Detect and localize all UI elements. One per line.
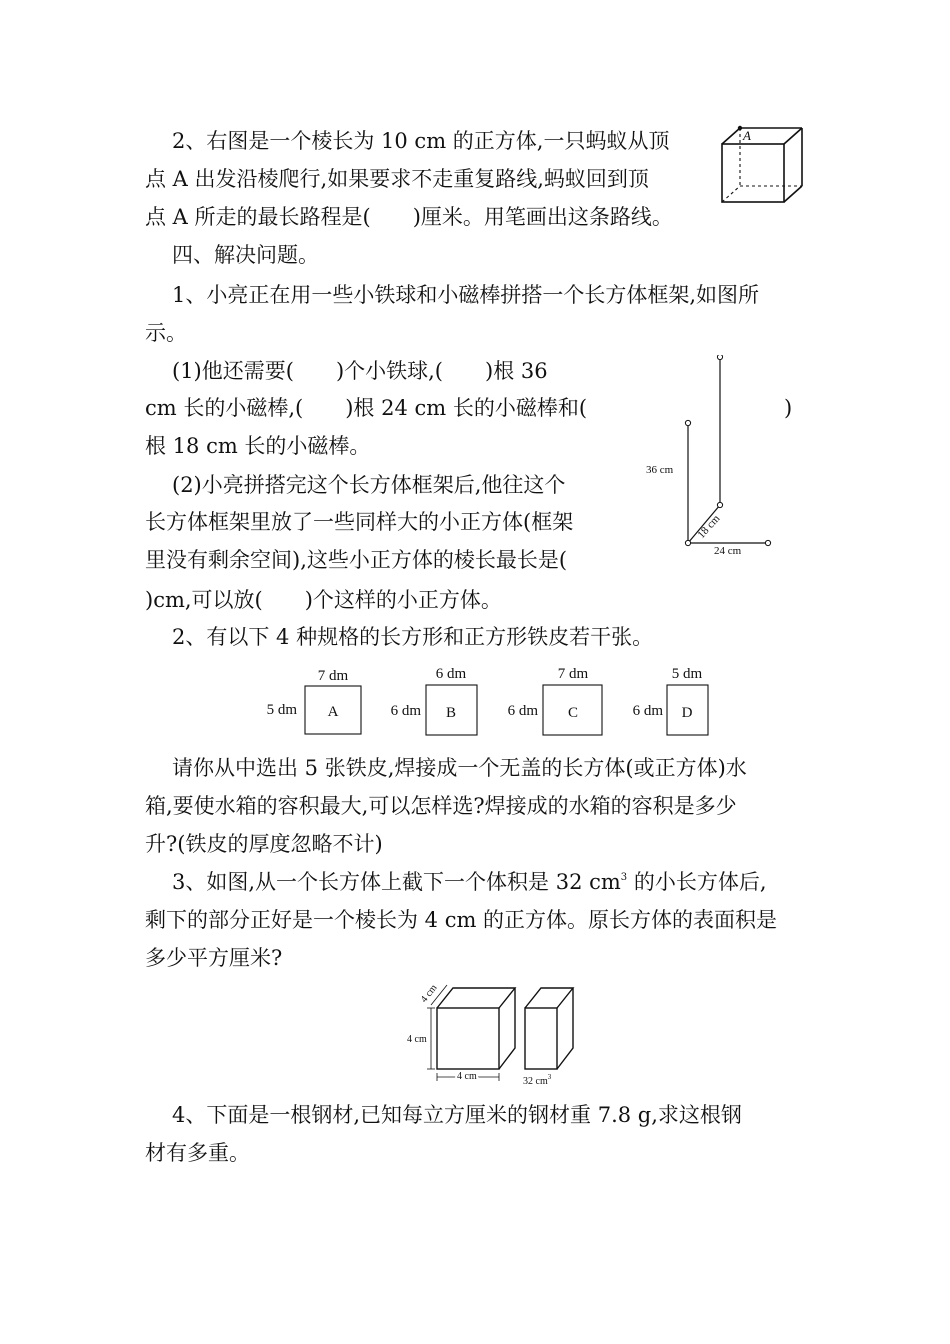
p1-sub1-line-2-end: ) — [784, 396, 793, 420]
cube-depth-label: 4 cm — [418, 982, 440, 1005]
p2-line-3: 箱,要使水箱的容积最大,可以怎样选?焊接成的水箱的容积是多少 — [145, 794, 737, 818]
p1-line-2: 示。 — [145, 321, 187, 345]
p1-sub2-line-3: 里没有剩余空间),这些小正方体的棱长最长是( — [145, 548, 568, 572]
cube-height-label: 4 cm — [407, 1034, 427, 1045]
sheet-b-name: B — [445, 705, 457, 721]
volume-label-text: 32 cm — [523, 1076, 548, 1087]
cube-edge — [784, 186, 802, 202]
p2-line-4: 升?(铁皮的厚度忽略不计) — [145, 832, 383, 856]
p2-line-2: 请你从中选出 5 张铁皮,焊接成一个无盖的长方体(或正方体)水 — [172, 756, 747, 780]
sheet-a-name: A — [327, 704, 339, 720]
small-cuboid-front — [525, 1008, 557, 1069]
cube-front — [437, 1008, 499, 1069]
cube-top — [437, 988, 515, 1008]
small-cuboid-right — [557, 988, 573, 1069]
p1-sub1-line-3: 根 18 cm 长的小磁棒。 — [145, 434, 371, 458]
small-cuboid-top — [525, 988, 573, 1008]
p1-sub2-line-1: (2)小亮拼搭完这个长方体框架后,他往这个 — [172, 473, 566, 497]
p2-line-1: 2、有以下 4 种规格的长方形和正方形铁皮若干张。 — [172, 625, 654, 649]
cube-right — [499, 988, 515, 1069]
cube-edge — [784, 128, 802, 144]
sheet-b-top: 6 dm — [435, 666, 467, 682]
sheet-c-name: C — [567, 705, 579, 721]
p1-sub2-line-4: )cm,可以放( )个这样的小正方体。 — [145, 588, 502, 612]
sheet-c — [508, 666, 602, 735]
sheet-b — [391, 666, 477, 735]
sheet-b-side: 6 dm — [390, 703, 421, 719]
sheet-c-side: 6 dm — [507, 703, 538, 719]
p1-line-1: 1、小亮正在用一些小铁球和小磁棒拼搭一个长方体框架,如图所 — [172, 283, 760, 307]
depth-label: 18 cm — [695, 512, 723, 542]
q2-line-1: 2、右图是一个棱长为 10 cm 的正方体,一只蚂蚁从顶 — [172, 129, 670, 153]
iron-ball — [685, 420, 690, 425]
sheet-c-top: 7 dm — [557, 666, 589, 682]
height-label: 36 cm — [646, 464, 674, 476]
iron-ball — [717, 355, 722, 360]
iron-ball — [685, 540, 690, 545]
p3-line-3: 多少平方厘米? — [145, 946, 283, 970]
volume-label — [523, 1073, 552, 1087]
vertex-a-dot — [738, 126, 742, 130]
p3-line-1-sup: 3 — [620, 872, 628, 883]
sheet-d-top: 5 dm — [671, 666, 703, 682]
sheet-d — [633, 666, 708, 735]
sheets-figure — [255, 660, 725, 740]
p1-sub1-line-1: (1)他还需要( )个小铁球,( )根 36 — [172, 359, 548, 383]
sheet-d-side: 6 dm — [632, 703, 663, 719]
iron-ball — [765, 540, 770, 545]
p3-line-1-a: 3、如图,从一个长方体上截下一个体积是 32 cm — [172, 870, 621, 894]
cube-figure — [716, 122, 808, 206]
sheet-a-side: 5 dm — [266, 702, 297, 718]
p3-line-1-b: 的小长方体后, — [627, 870, 767, 894]
q2-line-3: 点 A 所走的最长路程是( )厘米。用笔画出这条路线。 — [145, 205, 673, 229]
p4-line-2: 材有多重。 — [145, 1141, 250, 1165]
p3-line-2: 剩下的部分正好是一个棱长为 4 cm 的正方体。原长方体的表面积是 — [145, 908, 778, 932]
p3-line-1 — [172, 872, 767, 893]
volume-label-sup: 3 — [547, 1073, 552, 1081]
p4-line-1: 4、下面是一根钢材,已知每立方厘米的钢材重 7.8 g,求这根钢 — [172, 1103, 742, 1127]
width-label: 24 cm — [714, 545, 742, 557]
sheet-d-name: D — [681, 705, 693, 721]
cube-hidden-edge — [722, 186, 740, 202]
p1-sub2-line-2: 长方体框架里放了一些同样大的小正方体(框架 — [145, 510, 574, 534]
cube-width-label: 4 cm — [457, 1071, 477, 1082]
p1-sub1-line-2: cm 长的小磁棒,( )根 24 cm 长的小磁棒和( — [145, 396, 588, 420]
q2-line-2: 点 A 出发沿棱爬行,如果要求不走重复路线,蚂蚁回到顶 — [145, 167, 649, 191]
cube-edge — [722, 128, 740, 144]
iron-ball — [717, 502, 722, 507]
cuboid-figure — [405, 975, 585, 1090]
frame-figure — [640, 355, 780, 560]
section-heading: 四、解决问题。 — [172, 243, 319, 267]
sheet-a-top: 7 dm — [317, 668, 349, 684]
sheet-a — [267, 668, 361, 734]
vertex-a-label: A — [743, 128, 751, 143]
